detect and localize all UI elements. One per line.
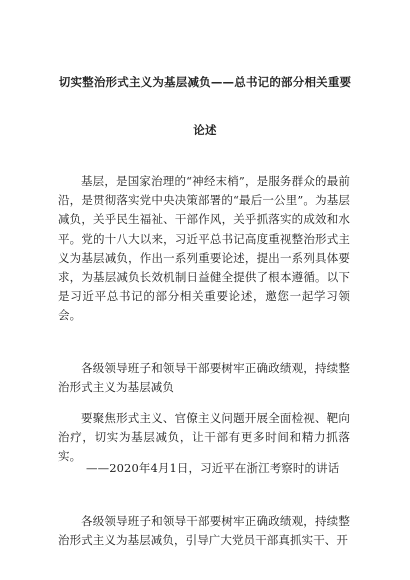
body-paragraph: 各级领导班子和领导干部要树牢正确政绩观，持续整治形式主义为基层减负，引导广大党员干部真抓实干、开 bbox=[58, 514, 350, 548]
document-title-continued: 论述 bbox=[193, 123, 217, 137]
document-title: 切实整治形式主义为基层减负——总书记的部分相关重要 bbox=[58, 75, 352, 89]
quote-source: ——2020年4月1日，习近平在浙江考察时的讲话 bbox=[86, 461, 340, 475]
intro-paragraph: 基层，是国家治理的“神经末梢”，是服务群众的最前沿，是贯彻落实党中央决策部署的“最后一公里”。为基层减负，关乎民生福祉、干部作风，关乎抓落实的成效和水平。党的十八大以来，习近平总书记高度重视整治形式主义为基层减负，作出一系列重要论述，提出一系列具体要求，为基层减负长效机制日益健全提供了根本遵循。以下是习近平总书记的部分相关重要论述，邀您一起学习领会。 bbox=[58, 174, 350, 323]
quote-paragraph: 要聚焦形式主义、官僚主义问题开展全面检视、靶向治疗，切实为基层减负，让干部有更多时间和精力抓落实。 bbox=[58, 411, 350, 464]
section-heading: 各级领导班子和领导干部要树牢正确政绩观，持续整治形式主义为基层减负 bbox=[58, 361, 350, 395]
